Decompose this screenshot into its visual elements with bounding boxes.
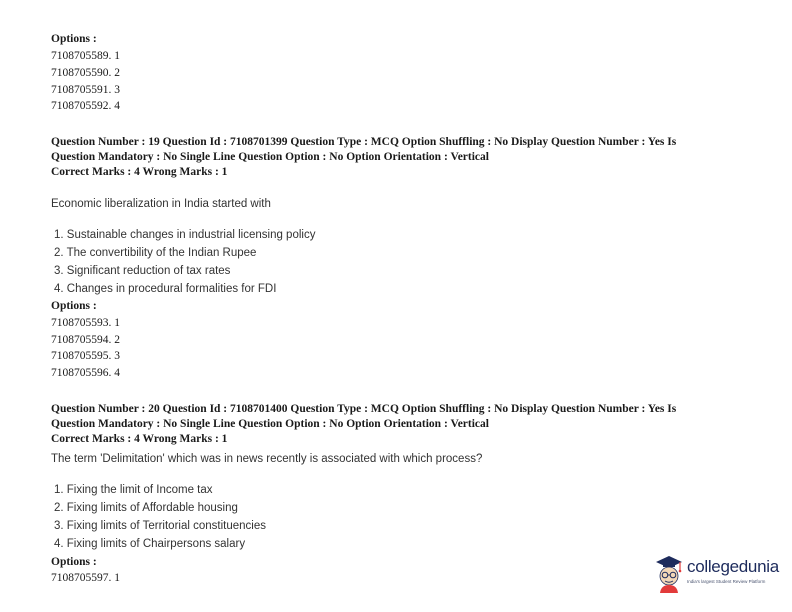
option-id: 7108705596. 4 bbox=[51, 367, 120, 379]
options-label: Options : bbox=[51, 33, 97, 45]
answer-choice: 1. Sustainable changes in industrial licensing policy bbox=[54, 229, 316, 241]
question-header bbox=[51, 402, 751, 447]
question-text: The term 'Delimitation' which was in news recently is associated with which process? bbox=[51, 453, 483, 465]
options-label: Options : bbox=[51, 300, 97, 312]
answer-choice: 2. Fixing limits of Affordable housing bbox=[54, 502, 238, 514]
graduate-mascot-icon bbox=[653, 553, 685, 593]
answer-choice: 3. Fixing limits of Territorial constituencies bbox=[54, 520, 266, 532]
question-header-line: Question Mandatory : No Single Line Question Option : No Option Orientation : Vertical bbox=[51, 418, 489, 430]
question-marks: Correct Marks : 4 Wrong Marks : 1 bbox=[51, 433, 228, 445]
option-id: 7108705592. 4 bbox=[51, 100, 120, 112]
logo-tagline: India's largest Student Review Platform bbox=[687, 579, 766, 584]
options-label: Options : bbox=[51, 556, 97, 568]
option-id: 7108705593. 1 bbox=[51, 317, 120, 329]
question-header-line: Question Mandatory : No Single Line Question Option : No Option Orientation : Vertical bbox=[51, 151, 489, 163]
option-id: 7108705590. 2 bbox=[51, 67, 120, 79]
option-id: 7108705597. 1 bbox=[51, 572, 120, 584]
answer-choice: 2. The convertibility of the Indian Rupee bbox=[54, 247, 257, 259]
option-id: 7108705594. 2 bbox=[51, 334, 120, 346]
question-text: Economic liberalization in India started with bbox=[51, 198, 271, 210]
option-id: 7108705591. 3 bbox=[51, 84, 120, 96]
answer-choice: 1. Fixing the limit of Income tax bbox=[54, 484, 213, 496]
question-header bbox=[51, 135, 751, 180]
option-id: 7108705589. 1 bbox=[51, 50, 120, 62]
option-id: 7108705595. 3 bbox=[51, 350, 120, 362]
question-marks: Correct Marks : 4 Wrong Marks : 1 bbox=[51, 166, 228, 178]
answer-choice: 4. Changes in procedural formalities for FDI bbox=[54, 283, 277, 295]
answer-choice: 4. Fixing limits of Chairpersons salary bbox=[54, 538, 246, 550]
logo-name: collegedunia bbox=[687, 557, 779, 576]
answer-choice: 3. Significant reduction of tax rates bbox=[54, 265, 231, 277]
question-header-line: Question Number : 20 Question Id : 7108701400 Question Type : MCQ Option Shuffling : No Display Question Number : Yes Is bbox=[51, 403, 677, 415]
question-header-line: Question Number : 19 Question Id : 7108701399 Question Type : MCQ Option Shuffling : No Display Question Number : Yes Is bbox=[51, 136, 677, 148]
collegedunia-logo bbox=[653, 553, 788, 593]
